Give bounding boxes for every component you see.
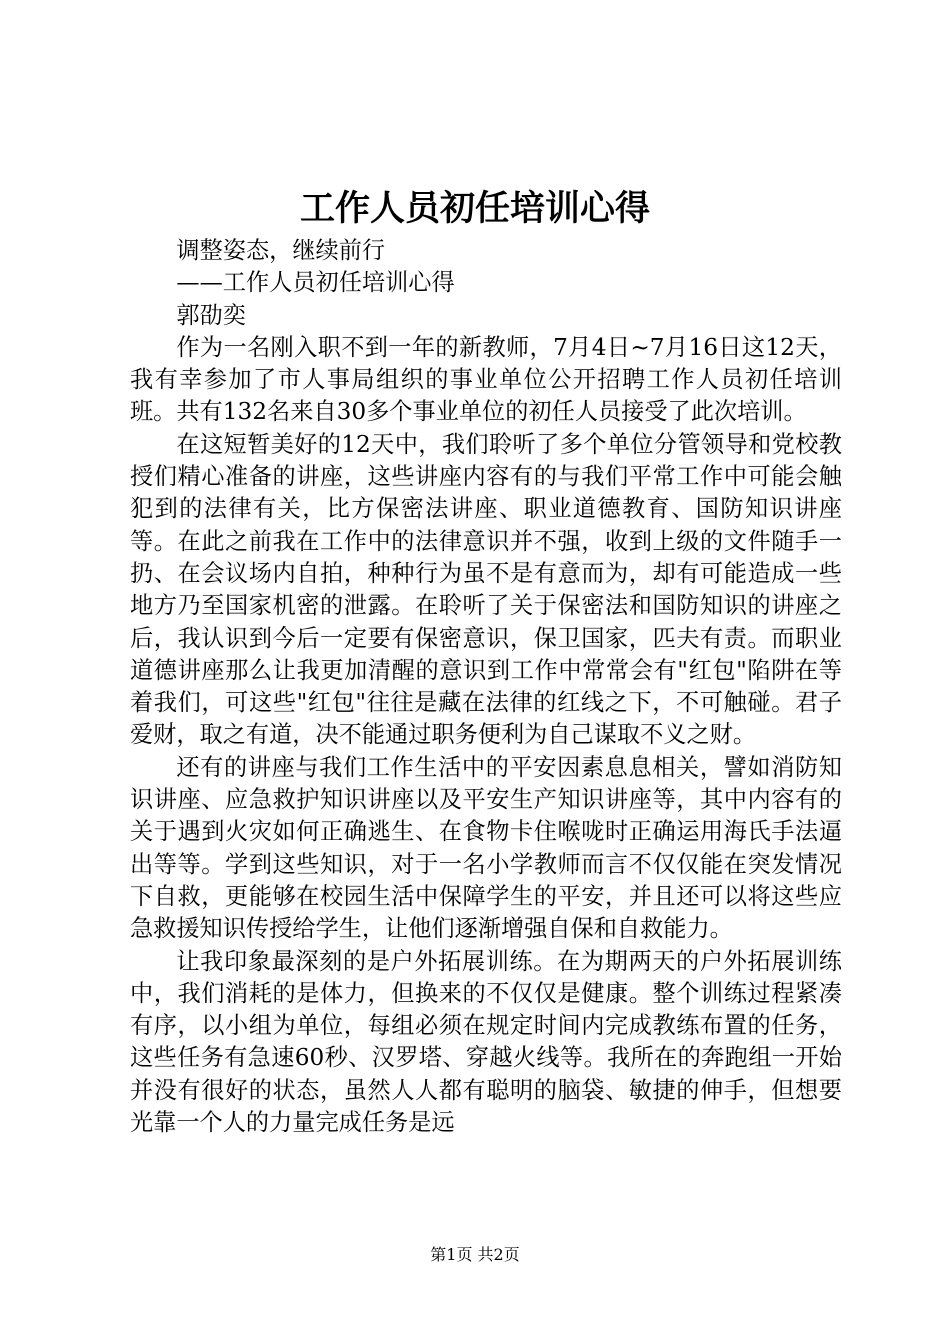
body-paragraph: 还有的讲座与我们工作生活中的平安因素息息相关，譬如消防知识讲座、应急救护知识讲座以及平安生产知识讲座等，其中内容有的关于遇到火灾如何正确逃生、在食物卡住喉咙时正确运用海氏手法逼出等等。学到这些知识，对于一名小学教师而言不仅仅能在突发情况下自救，更能够在校园生活中保障学生的平安，并且还可以将这些应急救援知识传授给学生，让他们逐渐增强自保和自救能力。 [130, 753, 842, 943]
body-paragraph: 作为一名刚入职不到一年的新教师，7月4日~7月16日这12天，我有幸参加了市人事局组织的事业单位公开招聘工作人员初任培训班。共有132名来自30多个事业单位的初任人员接受了此次培训。 [130, 333, 842, 426]
body-paragraph: 在这短暂美好的12天中，我们聆听了多个单位分管领导和党校教授们精心准备的讲座，这些讲座内容有的与我们平常工作中可能会触犯到的法律有关，比方保密法讲座、职业道德教育、国防知识讲座等。在此之前我在工作中的法律意识并不强，收到上级的文件随手一扔、在会议场内自拍，种种行为虽不是有意而为，却有可能造成一些地方乃至国家机密的泄露。在聆听了关于保密法和国防知识的讲座之后，我认识到今后一定要有保密意识，保卫国家，匹夫有责。而职业道德讲座那么让我更加清醒的意识到工作中常常会有"红包"陷阱在等着我们，可这些"红包"往往是藏在法律的红线之下，不可触碰。君子爱财，取之有道，决不能通过职务便利为自己谋取不义之财。 [130, 430, 842, 749]
page-number-footer: 第1页 共2页 [430, 1245, 520, 1264]
subtitle-line: 调整姿态，继续前行 [176, 237, 386, 264]
author-name: 郭劭奕 [176, 301, 246, 329]
document-title: 工作人员初任培训心得 [299, 188, 650, 229]
document-body [130, 235, 842, 1139]
body-paragraph: 让我印象最深刻的是户外拓展训练。在为期两天的户外拓展训练中，我们消耗的是体力，但换来的不仅仅是健康。整个训练过程紧凑有序，以小组为单位，每组必须在规定时间内完成教练布置的任务，这些任务有急速60秒、汉罗塔、穿越火线等。我所在的奔跑组一开始并没有很好的状态，虽然人人都有聪明的脑袋、敏捷的伸手，但想要光靠一个人的力量完成任务是远 [130, 947, 842, 1137]
subtitle-dash-line: ——工作人员初任培训心得 [176, 269, 455, 297]
